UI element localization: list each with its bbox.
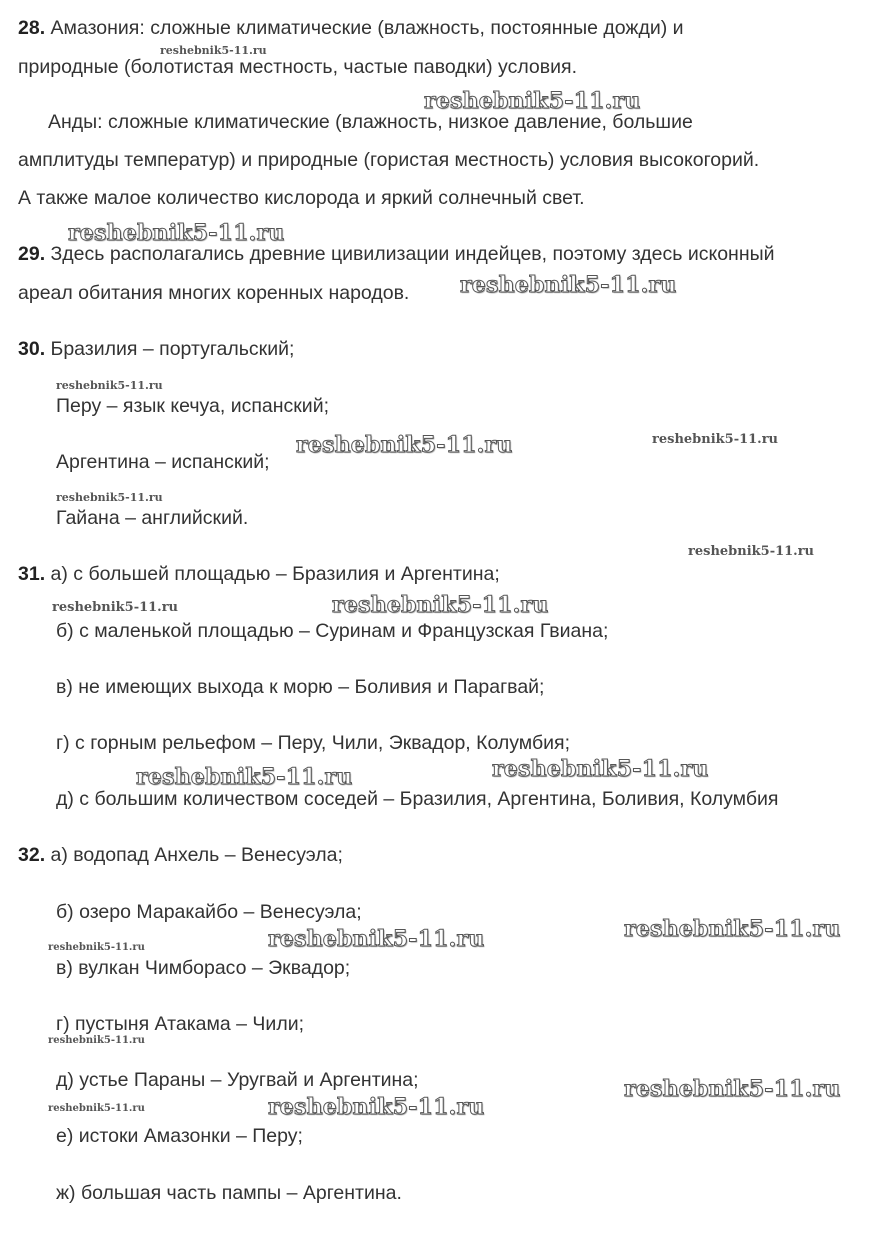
q28-text-1: Амазония: сложные климатические (влажность, постоянные дожди) и: [45, 17, 684, 39]
q31-item-v: в) не имеющих выхода к морю – Боливия и Парагвай;: [56, 676, 545, 698]
q31-number: 31.: [18, 563, 46, 585]
watermark: reshebnik5-11.ru: [48, 1103, 145, 1114]
q29-text-1: Здесь располагались древние цивилизации индейцев, поэтому здесь исконный: [45, 243, 775, 265]
q32-item-d: д) устье Параны – Уругвай и Аргентина;: [56, 1069, 419, 1091]
q30-number: 30.: [18, 338, 46, 360]
watermark: reshebnik5-11.ru: [332, 592, 549, 618]
watermark: reshebnik5-11.ru: [56, 491, 163, 504]
q32-item-v: в) вулкан Чимборасо – Эквадор;: [56, 957, 351, 979]
q30-text-1: Бразилия – португальский;: [45, 338, 295, 360]
q28-line-1: [18, 16, 684, 40]
watermark: reshebnik5-11.ru: [52, 600, 179, 615]
q31-item-a: [18, 562, 500, 586]
q32-item-b: б) озеро Маракайбо – Венесуэла;: [56, 901, 362, 923]
watermark: reshebnik5-11.ru: [460, 272, 677, 298]
q32-item-zh: ж) большая часть пампы – Аргентина.: [56, 1182, 402, 1204]
q30-line-1: [18, 337, 294, 361]
watermark: reshebnik5-11.ru: [424, 88, 641, 114]
watermark: reshebnik5-11.ru: [68, 220, 285, 246]
watermark: reshebnik5-11.ru: [160, 44, 267, 57]
q30-line-4: Гайана – английский.: [56, 507, 249, 529]
watermark: reshebnik5-11.ru: [56, 379, 163, 392]
q30-line-3: Аргентина – испанский;: [56, 451, 270, 473]
watermark: reshebnik5-11.ru: [296, 432, 513, 458]
q29-line-1: [18, 242, 775, 266]
watermark: reshebnik5-11.ru: [624, 916, 841, 942]
watermark: reshebnik5-11.ru: [268, 926, 485, 952]
watermark: reshebnik5-11.ru: [48, 942, 145, 953]
q31-item-g: г) с горным рельефом – Перу, Чили, Эквадор, Колумбия;: [56, 732, 571, 754]
q32-item-e: е) истоки Амазонки – Перу;: [56, 1125, 303, 1147]
q31-item-d: д) с большим количеством соседей – Бразилия, Аргентина, Боливия, Колумбия: [56, 788, 779, 810]
q32-item-g: г) пустыня Атакама – Чили;: [56, 1013, 305, 1035]
q29-number: 29.: [18, 243, 46, 265]
q32-number: 32.: [18, 844, 46, 866]
q31-item-b: б) с маленькой площадью – Суринам и Французская Гвиана;: [56, 620, 609, 642]
q28-line-4: амплитуды температур) и природные (гористая местность) условия высокогорий.: [18, 149, 760, 171]
q28-number: 28.: [18, 17, 46, 39]
q28-line-5: А также малое количество кислорода и яркий солнечный свет.: [18, 187, 585, 209]
q32-text-a: а) водопад Анхель – Венесуэла;: [45, 844, 343, 866]
q28-line-2: природные (болотистая местность, частые паводки) условия.: [18, 56, 577, 78]
watermark: reshebnik5-11.ru: [652, 432, 779, 447]
q30-line-2: Перу – язык кечуа, испанский;: [56, 395, 329, 417]
q29-line-2: ареал обитания многих коренных народов.: [18, 282, 410, 304]
watermark: reshebnik5-11.ru: [48, 1035, 145, 1046]
q32-item-a: [18, 843, 343, 867]
watermark: reshebnik5-11.ru: [268, 1094, 485, 1120]
watermark: reshebnik5-11.ru: [492, 756, 709, 782]
watermark: reshebnik5-11.ru: [624, 1076, 841, 1102]
watermark: reshebnik5-11.ru: [688, 544, 815, 559]
q31-text-a: а) с большей площадью – Бразилия и Аргентина;: [45, 563, 500, 585]
q28-line-3: Анды: сложные климатические (влажность, низкое давление, большие: [48, 111, 693, 133]
watermark: reshebnik5-11.ru: [136, 764, 353, 790]
